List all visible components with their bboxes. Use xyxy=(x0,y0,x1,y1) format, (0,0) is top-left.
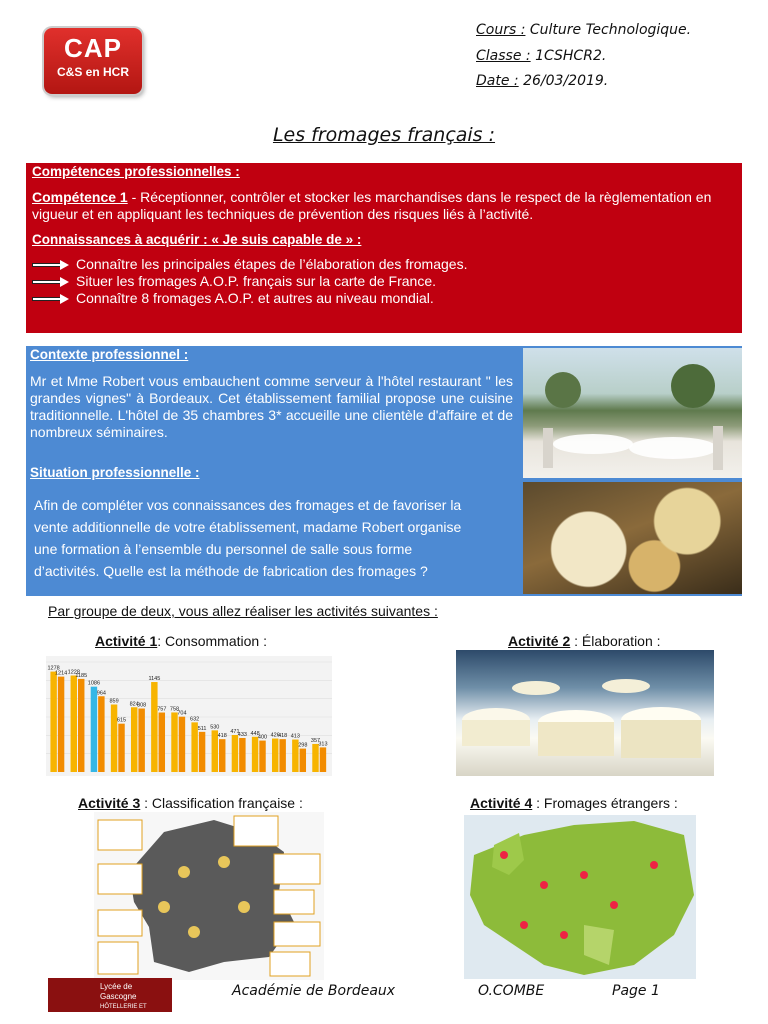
activity-2-sep: : xyxy=(570,633,582,649)
chart-data-label: 757 xyxy=(157,706,167,713)
activity-3-sep: : xyxy=(140,795,152,811)
europe-map-drawing xyxy=(464,815,696,979)
classe-label: Classe : xyxy=(476,48,531,64)
footer-academie: Académie de Bordeaux xyxy=(232,983,396,999)
connaissances-heading: Connaissances à acquérir : « Je suis capable de » : xyxy=(32,232,362,247)
activity-1-sep: : xyxy=(157,633,166,649)
chart-bar xyxy=(138,709,144,772)
chart-data-label: 433 xyxy=(237,731,247,738)
arrow-icon xyxy=(32,294,70,304)
competence-label: Compétence 1 xyxy=(32,189,128,205)
contexte-text: Mr et Mme Robert vous embauchent comme serveur à l'hôtel restaurant " les grandes vignes" à Bordeaux. Cet établissement familial propose une cuisine traditionnelle. L'hôtel de 35 chambres 3* accueille une clientèle d'affaire et de nombreux séminaires. xyxy=(30,373,513,440)
chart-bar xyxy=(131,707,137,772)
footer-page: Page 1 xyxy=(612,983,660,999)
competences-box xyxy=(26,163,742,333)
activity-4-label xyxy=(470,795,678,811)
chart-data-label: 413 xyxy=(290,733,300,740)
cap-logo xyxy=(44,28,142,94)
chart-bar xyxy=(239,738,245,772)
activity-2-text: Élaboration : xyxy=(581,633,661,649)
connaissance-text: Connaître les principales étapes de l’élaboration des fromages. xyxy=(76,256,468,272)
activity-4-name: Activité 4 xyxy=(470,795,533,811)
activity-2-name: Activité 2 xyxy=(508,633,571,649)
chart-data-label: 298 xyxy=(298,742,308,749)
chart-data-label: 808 xyxy=(137,702,147,709)
chart-bar xyxy=(159,713,165,772)
chart-data-label: 1086 xyxy=(87,680,101,687)
activity-2-label xyxy=(508,633,661,649)
chart-data-label: 1228 xyxy=(67,669,80,676)
activities-intro: Par groupe de deux, vous allez réaliser les activités suivantes : xyxy=(48,603,438,619)
cheese-platter-photo xyxy=(523,482,742,594)
activity-4-text: Fromages étrangers : xyxy=(543,795,678,811)
classe-value: 1CSHCR2. xyxy=(535,48,607,64)
chart-data-label: 1145 xyxy=(148,676,161,683)
chart-bar xyxy=(151,682,157,772)
chart-bar xyxy=(279,739,285,772)
meta-date xyxy=(476,73,608,89)
connaissance-text: Connaître 8 fromages A.O.P. et autres au niveau mondial. xyxy=(76,290,434,306)
france-cheese-map xyxy=(94,812,324,980)
chart-bar xyxy=(91,687,97,772)
hotel-terrace-photo xyxy=(523,348,742,478)
chart-bar xyxy=(58,677,64,772)
chart-data-label: 511 xyxy=(197,725,207,732)
chart-data-label: 313 xyxy=(318,741,328,748)
chart-data-label: 824 xyxy=(129,701,139,708)
activity-1-text: Consommation : xyxy=(165,633,267,649)
chart-bar xyxy=(179,717,185,772)
chart-data-label: 758 xyxy=(169,706,180,713)
chart-data-label: 426 xyxy=(270,732,280,739)
chart-data-label: 418 xyxy=(278,733,288,740)
connaissance-item xyxy=(32,256,736,273)
competence-text: - Réceptionner, contrôler et stocker les marchandises dans le respect de la règlementation en vigueur et en appliquant les techniques de prévention des risques liés à l’activité. xyxy=(32,189,712,222)
chart-data-label: 357 xyxy=(310,737,321,744)
connaissance-item xyxy=(32,273,736,290)
cheese-production-photo xyxy=(456,650,714,776)
chart-data-label: 1278 xyxy=(47,665,60,672)
chart-bar xyxy=(78,679,84,772)
chart-data-label: 418 xyxy=(217,733,227,740)
meta-classe xyxy=(476,48,606,64)
chart-bar xyxy=(111,705,117,772)
europe-cheese-map xyxy=(464,815,696,979)
meta-cours xyxy=(476,22,691,38)
activity-1-name: Activité 1 xyxy=(95,633,158,649)
arrow-icon xyxy=(32,260,70,270)
consumption-chart xyxy=(46,656,332,776)
chart-bar xyxy=(98,696,104,772)
chart-data-label: 615 xyxy=(116,717,127,724)
consumption-chart-svg xyxy=(46,656,332,776)
cours-value: Culture Technologique. xyxy=(529,22,692,38)
logo-line1: CAP xyxy=(64,33,122,63)
chart-bar xyxy=(259,741,265,772)
chart-bar xyxy=(300,749,306,772)
chart-data-label: 400 xyxy=(257,734,268,741)
chart-bar xyxy=(171,712,177,772)
chart-bar xyxy=(199,732,205,772)
situation-text: Afin de compléter vos connaissances des fromages et de favoriser la vente additionnelle de votre établissement, madame Robert organise une formation à l’ensemble du personnel de salle sous forme d’activités. Quelle est la méthode de fabrication des fromages ? xyxy=(34,497,462,579)
activity-4-sep: : xyxy=(532,795,544,811)
arrow-icon xyxy=(32,277,70,287)
connaissance-item xyxy=(32,290,736,307)
chart-data-label: 859 xyxy=(109,698,119,705)
competences-heading: Compétences professionnelles : xyxy=(32,164,240,179)
date-value: 26/03/2019. xyxy=(523,73,609,89)
activity-3-label xyxy=(78,795,303,811)
chart-bar xyxy=(252,737,258,772)
france-map-drawing xyxy=(94,812,324,980)
chart-data-label: 964 xyxy=(96,690,106,697)
chart-bar xyxy=(312,744,318,772)
chart-data-label: 1185 xyxy=(75,672,88,679)
chart-data-label: 471 xyxy=(230,728,240,735)
footer-logo-sub: HÔTELLERIE ET TOURISME xyxy=(100,1004,147,1020)
date-label: Date : xyxy=(476,73,519,89)
production-photo-drawing xyxy=(456,650,714,776)
chart-data-label: 632 xyxy=(190,716,200,723)
competence-1 xyxy=(32,189,736,223)
chart-data-label: 1214 xyxy=(54,670,68,677)
terrace-photo-drawing xyxy=(523,348,742,478)
chart-bar xyxy=(118,724,124,772)
footer-logo-text: Lycée de Gascogne xyxy=(100,982,137,1001)
chart-bar xyxy=(219,739,225,772)
chart-data-label: 704 xyxy=(177,710,187,717)
chart-bar xyxy=(272,739,278,772)
activity-3-text: Classification française : xyxy=(151,795,303,811)
chart-bar xyxy=(50,672,56,772)
cours-label: Cours : xyxy=(476,22,526,38)
activity-3-name: Activité 3 xyxy=(78,795,141,811)
contexte-heading: Contexte professionnel : xyxy=(30,347,189,362)
activity-1-label xyxy=(95,633,267,649)
chart-data-label: 448 xyxy=(250,730,260,737)
situation-heading: Situation professionnelle : xyxy=(30,465,200,480)
page-title: Les fromages français : xyxy=(272,124,496,146)
logo-line2: C&S en HCR xyxy=(56,65,129,79)
footer-author: O.COMBE xyxy=(478,983,545,999)
connaissance-text: Situer les fromages A.O.P. français sur la carte de France. xyxy=(76,273,437,289)
chart-bar xyxy=(320,747,326,772)
lycee-gascogne-logo xyxy=(48,978,172,1020)
chart-bar xyxy=(232,735,238,772)
chart-data-label: 530 xyxy=(210,724,220,731)
chart-bar xyxy=(71,676,77,772)
